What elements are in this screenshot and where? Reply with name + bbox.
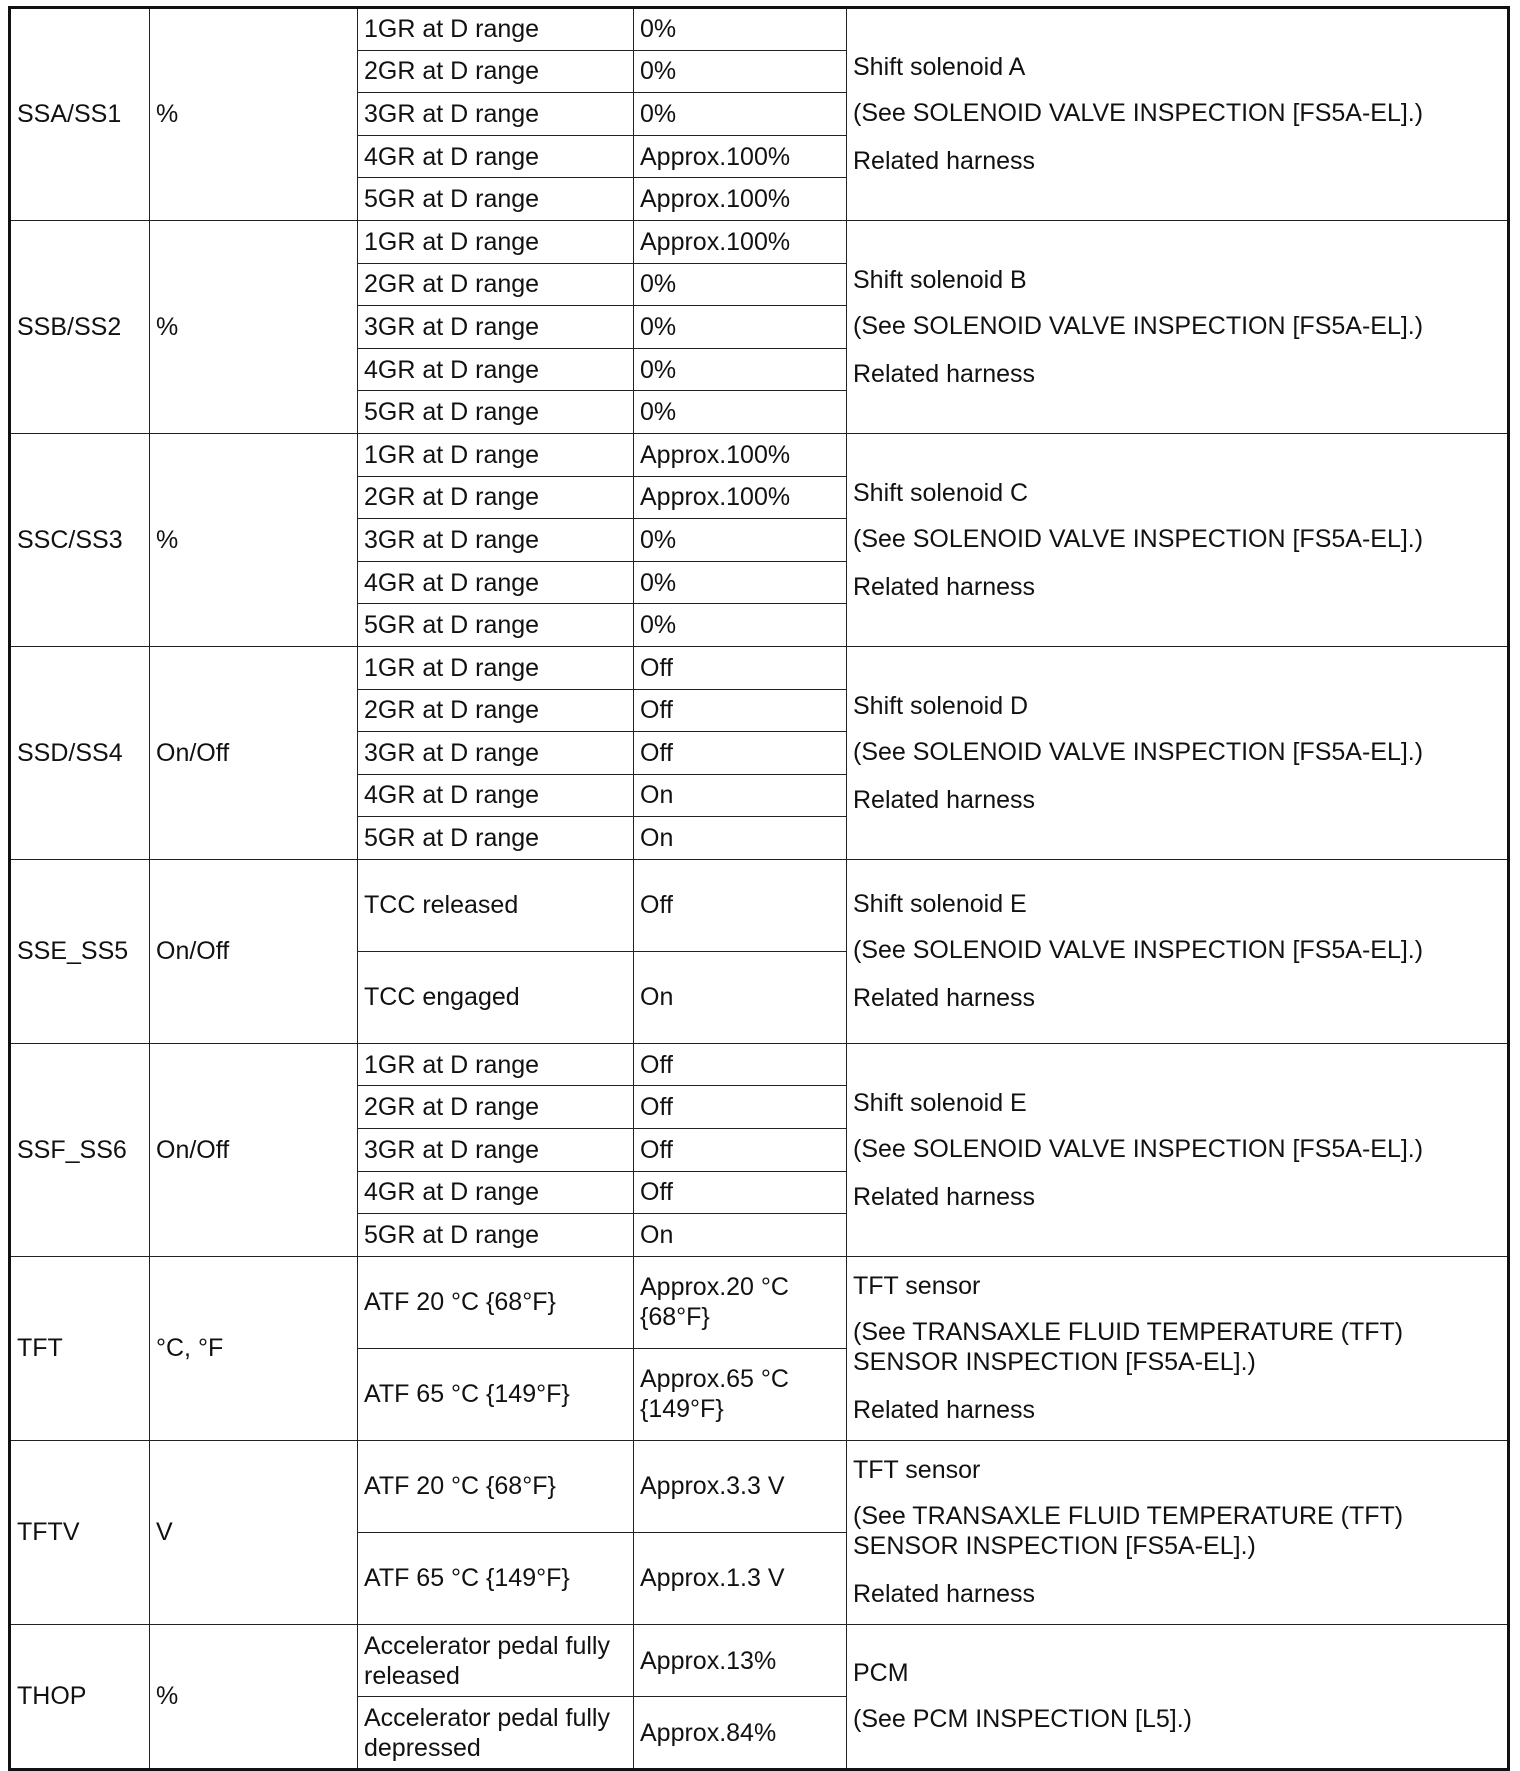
condition-cell: 2GR at D range [358, 50, 634, 93]
action-bullet-component: ● Shift solenoid E [853, 889, 1501, 919]
specification-cell: Off [634, 859, 847, 951]
condition-cell: ATF 20 °C {68°F} [358, 1440, 634, 1532]
table-row [10, 859, 1509, 951]
table-row [10, 1256, 1509, 1348]
action-bullet-harness: ● Related harness [853, 359, 1501, 389]
specification-cell: Off [634, 1171, 847, 1214]
condition-cell: Accelerator pedal fully depressed [358, 1697, 634, 1770]
condition-cell: 4GR at D range [358, 348, 634, 391]
condition-cell: 5GR at D range [358, 178, 634, 221]
specification-cell: 0% [634, 391, 847, 434]
unit-cell: On/Off [150, 1043, 358, 1256]
condition-cell: 4GR at D range [358, 1171, 634, 1214]
condition-cell: Accelerator pedal fully released [358, 1624, 634, 1697]
action-reference: (See SOLENOID VALVE INSPECTION [FS5A-EL].) [853, 936, 1424, 965]
unit-cell: °C, °F [150, 1256, 358, 1440]
specification-cell: Approx.1.3 V [634, 1532, 847, 1624]
item-cell: SSD/SS4 [10, 646, 150, 859]
action-cell [847, 1440, 1509, 1624]
table-row [10, 220, 1509, 263]
condition-cell: 3GR at D range [358, 1129, 634, 1172]
specification-cell: On [634, 817, 847, 860]
specification-cell: 0% [634, 561, 847, 604]
action-bullet-harness: ● Related harness [853, 1579, 1501, 1609]
item-cell: THOP [10, 1624, 150, 1769]
specification-cell: Off [634, 1129, 847, 1172]
action-cell [847, 1256, 1509, 1440]
unit-cell: % [150, 220, 358, 433]
item-cell: SSB/SS2 [10, 220, 150, 433]
item-cell: SSE_SS5 [10, 859, 150, 1043]
condition-cell: 2GR at D range [358, 476, 634, 519]
action-cell [847, 1043, 1509, 1256]
specification-cell: 0% [634, 8, 847, 51]
specification-cell: 0% [634, 348, 847, 391]
specification-cell: Approx.3.3 V [634, 1440, 847, 1532]
action-bullet-component: ● Shift solenoid C [853, 478, 1501, 508]
unit-cell: V [150, 1440, 358, 1624]
action-reference: (See PCM INSPECTION [L5].) [853, 1705, 1192, 1734]
table-row [10, 8, 1509, 51]
unit-cell: % [150, 8, 358, 221]
condition-cell: 1GR at D range [358, 8, 634, 51]
item-cell: SSC/SS3 [10, 433, 150, 646]
specification-cell: Off [634, 732, 847, 775]
action-cell [847, 859, 1509, 1043]
specification-cell: 0% [634, 50, 847, 93]
action-bullet-component: ● PCM [853, 1658, 1501, 1688]
specification-cell: Approx.100% [634, 135, 847, 178]
action-bullet-component: ● Shift solenoid E [853, 1088, 1501, 1118]
condition-cell: 2GR at D range [358, 263, 634, 306]
action-bullet-component: ● TFT sensor [853, 1271, 1501, 1301]
condition-cell: 1GR at D range [358, 1043, 634, 1086]
action-bullet-harness: ● Related harness [853, 572, 1501, 602]
action-bullet-harness: ● Related harness [853, 785, 1501, 815]
condition-cell: 5GR at D range [358, 391, 634, 434]
unit-cell: % [150, 1624, 358, 1769]
action-bullet-harness: ● Related harness [853, 1395, 1501, 1425]
action-bullet-harness: ● Related harness [853, 146, 1501, 176]
unit-cell: % [150, 433, 358, 646]
condition-cell: 3GR at D range [358, 93, 634, 136]
condition-cell: 4GR at D range [358, 774, 634, 817]
action-cell [847, 433, 1509, 646]
table-row [10, 1043, 1509, 1086]
condition-cell: 5GR at D range [358, 604, 634, 647]
condition-cell: ATF 65 °C {149°F} [358, 1532, 634, 1624]
table-row [10, 646, 1509, 689]
specification-cell: 0% [634, 519, 847, 562]
condition-cell: 5GR at D range [358, 1214, 634, 1257]
action-cell [847, 8, 1509, 221]
condition-cell: 1GR at D range [358, 220, 634, 263]
specification-cell: 0% [634, 263, 847, 306]
action-bullet-harness: ● Related harness [853, 1182, 1501, 1212]
action-reference: (See TRANSAXLE FLUID TEMPERATURE (TFT) SENSOR INSPECTION [FS5A-EL].) [853, 1502, 1404, 1561]
condition-cell: 2GR at D range [358, 689, 634, 732]
condition-cell: TCC released [358, 859, 634, 951]
condition-cell: ATF 65 °C {149°F} [358, 1348, 634, 1440]
action-reference: (See SOLENOID VALVE INSPECTION [FS5A-EL].) [853, 737, 1424, 766]
action-reference: (See SOLENOID VALVE INSPECTION [FS5A-EL].) [853, 99, 1424, 128]
specification-cell: Approx.100% [634, 220, 847, 263]
specification-cell: Approx.13% [634, 1624, 847, 1697]
action-bullet-component: ● Shift solenoid B [853, 265, 1501, 295]
condition-cell: 3GR at D range [358, 732, 634, 775]
action-bullet-component: ● Shift solenoid D [853, 691, 1501, 721]
specification-cell: Off [634, 689, 847, 732]
action-reference: (See SOLENOID VALVE INSPECTION [FS5A-EL].) [853, 524, 1424, 553]
condition-cell: 3GR at D range [358, 519, 634, 562]
item-cell: TFT [10, 1256, 150, 1440]
specification-cell: Off [634, 1043, 847, 1086]
specification-cell: Off [634, 1086, 847, 1129]
item-cell: SSF_SS6 [10, 1043, 150, 1256]
specification-cell: 0% [634, 93, 847, 136]
condition-cell: 3GR at D range [358, 306, 634, 349]
condition-cell: ATF 20 °C {68°F} [358, 1256, 634, 1348]
action-cell [847, 1624, 1509, 1769]
action-cell [847, 220, 1509, 433]
table-row [10, 1440, 1509, 1532]
specification-cell: Approx.100% [634, 178, 847, 221]
specification-cell: Approx.100% [634, 433, 847, 476]
unit-cell: On/Off [150, 646, 358, 859]
specification-cell: 0% [634, 306, 847, 349]
action-reference: (See SOLENOID VALVE INSPECTION [FS5A-EL].) [853, 1134, 1424, 1163]
specification-cell: On [634, 951, 847, 1043]
action-reference: (See SOLENOID VALVE INSPECTION [FS5A-EL].) [853, 311, 1424, 340]
item-cell: TFTV [10, 1440, 150, 1624]
pid-data-table [8, 6, 1510, 1771]
table-row [10, 1624, 1509, 1697]
table-row [10, 433, 1509, 476]
condition-cell: 4GR at D range [358, 561, 634, 604]
specification-cell: Approx.100% [634, 476, 847, 519]
condition-cell: TCC engaged [358, 951, 634, 1043]
condition-cell: 1GR at D range [358, 433, 634, 476]
condition-cell: 4GR at D range [358, 135, 634, 178]
specification-cell: 0% [634, 604, 847, 647]
specification-cell: Off [634, 646, 847, 689]
specification-cell: Approx.20 °C {68°F} [634, 1256, 847, 1348]
action-bullet-harness: ● Related harness [853, 983, 1501, 1013]
specification-cell: On [634, 774, 847, 817]
condition-cell: 2GR at D range [358, 1086, 634, 1129]
item-cell: SSA/SS1 [10, 8, 150, 221]
specification-cell: Approx.65 °C {149°F} [634, 1348, 847, 1440]
unit-cell: On/Off [150, 859, 358, 1043]
condition-cell: 1GR at D range [358, 646, 634, 689]
condition-cell: 5GR at D range [358, 817, 634, 860]
specification-cell: On [634, 1214, 847, 1257]
specification-cell: Approx.84% [634, 1697, 847, 1770]
action-reference: (See TRANSAXLE FLUID TEMPERATURE (TFT) SENSOR INSPECTION [FS5A-EL].) [853, 1318, 1404, 1377]
action-bullet-component: ● Shift solenoid A [853, 52, 1501, 82]
action-bullet-component: ● TFT sensor [853, 1455, 1501, 1485]
action-cell [847, 646, 1509, 859]
